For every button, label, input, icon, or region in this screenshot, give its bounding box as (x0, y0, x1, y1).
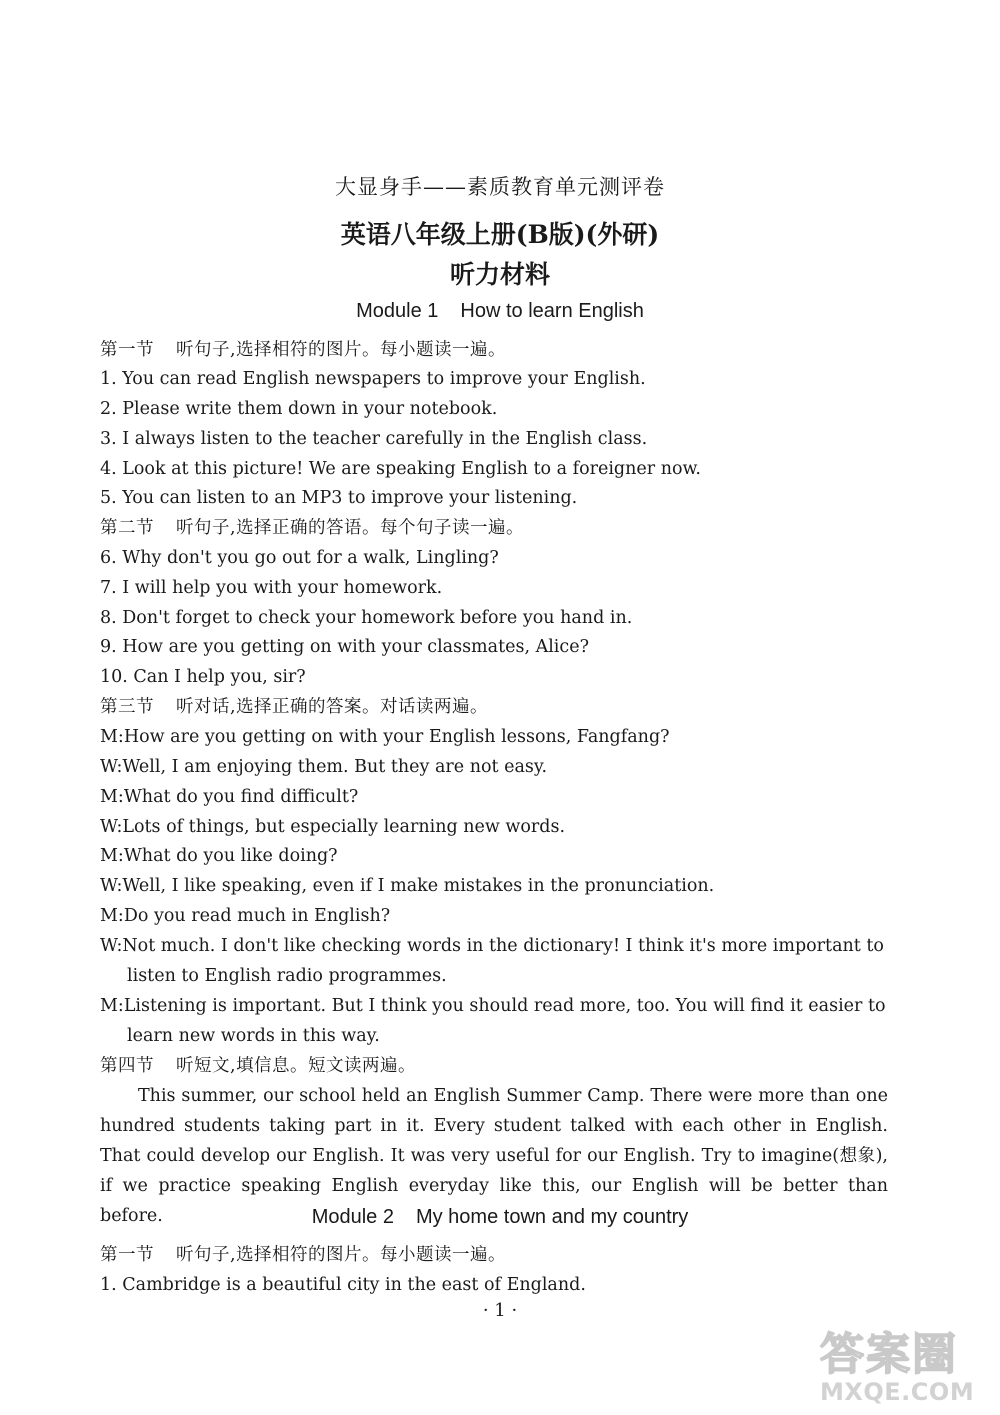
module-1-title: How to learn English (460, 300, 644, 322)
module-2-number: Module 2 (311, 1206, 394, 1228)
list-item: 8. Don't forget to check your homework before you hand in. (100, 608, 633, 628)
dialogue-line: M:What do you like doing? (100, 846, 338, 866)
dialogue-line-continued: learn new words in this way. (127, 1026, 380, 1046)
dialogue-line: M:Do you read much in English? (100, 906, 391, 926)
list-item: 1. You can read English newspapers to improve your English. (100, 369, 646, 389)
section-label: 第一节 (100, 1245, 154, 1265)
m1-section-2-heading (100, 513, 890, 543)
m1-section-3-heading (100, 692, 890, 722)
series-title: 大显身手——素质教育单元测评卷 (335, 175, 665, 199)
dialogue-line: M:How are you getting on with your English lessons, Fangfang? (100, 727, 670, 747)
dialogue-line: M:What do you find difficult? (100, 787, 359, 807)
module-2-heading (0, 1206, 1000, 1229)
dialogue-line: W:Well, I am enjoying them. But they are not easy. (100, 757, 548, 777)
dialogue-line: W:Not much. I don't like checking words in the dictionary! I think it's more important to (100, 936, 884, 956)
section-label: 第二节 (100, 518, 154, 538)
dialogue-line: W:Well, I like speaking, even if I make mistakes in the pronunciation. (100, 876, 715, 896)
page-number: · 1 · (482, 1300, 518, 1321)
section-instruction: 听对话,选择正确的答案。对话读两遍。 (176, 697, 489, 717)
section-label: 第四节 (100, 1056, 154, 1076)
watermark-logo: 答案圈 (820, 1329, 958, 1380)
m2-section-1-heading (100, 1240, 890, 1270)
list-item: 2. Please write them down in your notebook. (100, 399, 498, 419)
section-instruction: 听短文,填信息。短文读两遍。 (176, 1056, 417, 1076)
module-1-number: Module 1 (356, 300, 439, 322)
dialogue-line: W:Lots of things, but especially learning new words. (100, 817, 566, 837)
m1-section-1-heading (100, 335, 890, 365)
list-item: 5. You can listen to an MP3 to improve your listening. (100, 488, 578, 508)
module-2-title: My home town and my country (415, 1206, 689, 1228)
listening-material-title: 听力材料 (449, 260, 550, 289)
dialogue-line-continued: listen to English radio programmes. (127, 966, 447, 986)
section-label: 第三节 (100, 697, 154, 717)
list-item: 9. How are you getting on with your classmates, Alice? (100, 637, 589, 657)
list-item: 1. Cambridge is a beautiful city in the east of England. (100, 1275, 586, 1295)
book-title: 英语八年级上册(B版)(外研) (340, 220, 660, 249)
section-instruction: 听句子,选择正确的答语。每个句子读一遍。 (176, 518, 525, 538)
list-item: 4. Look at this picture! We are speaking English to a foreigner now. (100, 459, 701, 479)
list-item: 6. Why don't you go out for a walk, Lingling? (100, 548, 499, 568)
section-instruction: 听句子,选择相符的图片。每小题读一遍。 (176, 1245, 507, 1265)
watermark (820, 1318, 995, 1408)
section-instruction: 听句子,选择相符的图片。每小题读一遍。 (176, 340, 507, 360)
list-item: 7. I will help you with your homework. (100, 578, 443, 598)
dialogue-line: M:Listening is important. But I think you should read more, too. You will find it easier to (100, 996, 886, 1016)
section-label: 第一节 (100, 340, 154, 360)
list-item: 10. Can I help you, sir? (100, 667, 306, 687)
module-1-heading (0, 300, 1000, 323)
watermark-url: MXQE.COM (820, 1378, 975, 1406)
list-item: 3. I always listen to the teacher carefully in the English class. (100, 429, 648, 449)
passage-paragraph: This summer, our school held an English Summer Camp. There were more than one hundred students taking part in it. Every student talked with each other in English. That could develop our English. It was very useful for our English. Try to imagine(想象), if we practice speaking English everyday like this, our English will be better than before. (100, 1086, 888, 1226)
m1-section-4-heading (100, 1051, 890, 1081)
